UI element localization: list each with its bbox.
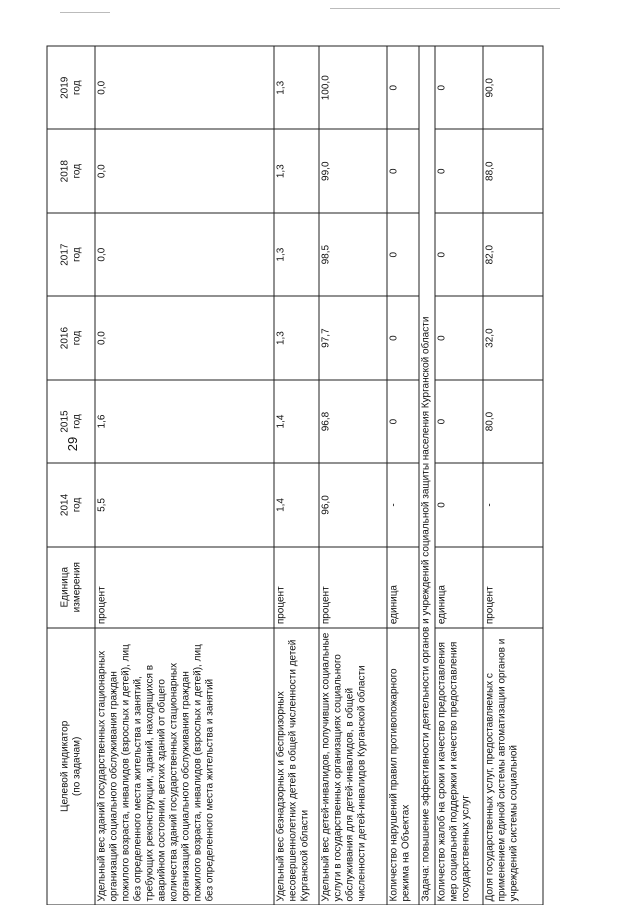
value-cell: -	[387, 463, 419, 546]
table-row	[435, 46, 483, 905]
header-year-2019: 2019 год	[47, 46, 95, 130]
table-row	[387, 46, 419, 905]
value-cell: 0	[435, 379, 483, 462]
value-cell: 90,0	[483, 46, 543, 130]
value-cell: 0,0	[95, 296, 274, 379]
value-cell: 5,5	[95, 463, 274, 546]
value-cell: 0	[435, 212, 483, 295]
value-cell: 0	[387, 46, 419, 130]
unit-cell: процент	[274, 546, 319, 627]
value-cell: 0	[435, 296, 483, 379]
table-row	[95, 46, 274, 905]
value-cell: 98,5	[319, 212, 387, 295]
header-year-2016: 2016 год	[47, 296, 95, 379]
value-cell: 0,0	[95, 46, 274, 130]
unit-cell: процент	[95, 546, 274, 627]
value-cell: 88,0	[483, 129, 543, 212]
table-row	[319, 46, 387, 905]
table-row	[483, 46, 543, 905]
value-cell: 0	[387, 296, 419, 379]
task-heading: Задача: повышение эффективности деятельности органов и учреждений социальной защиты населения Курганской области	[419, 46, 435, 905]
value-cell: 0,0	[95, 129, 274, 212]
header-unit: Единица измерения	[47, 546, 95, 627]
indicator-cell: Удельный вес зданий государственных стационарных организаций социального обслуживания граждан пожилого возраста, инвалидов (взрослых и детей), лиц без определенного места жительства и занятий, требующих реконструкции, зданий, находящихся в аварийном состоянии, ветхих зданий от общего количества зданий государственных стационарных организаций социального обслуживания граждан пожилого возраста, инвалидов (взрослых и детей), лиц без определенного места жительства и занятий	[95, 627, 274, 904]
value-cell: 96,0	[319, 463, 387, 546]
header-year-2014: 2014 год	[47, 463, 95, 546]
indicator-cell: Количество нарушений правил противопожарного режима на Объектах	[387, 627, 419, 904]
unit-cell: единица	[387, 546, 419, 627]
value-cell: 82,0	[483, 212, 543, 295]
page-number: 29	[65, 436, 80, 452]
unit-cell: процент	[319, 546, 387, 627]
value-cell: 1,4	[274, 463, 319, 546]
value-cell: 1,3	[274, 212, 319, 295]
task-row	[419, 46, 435, 905]
indicator-cell: Удельный вес безнадзорных и беспризорных несовершеннолетних детей в общей численности детей Курганской области	[274, 627, 319, 904]
value-cell: 1,3	[274, 129, 319, 212]
header-year-2017: 2017 год	[47, 212, 95, 295]
value-cell: 0	[435, 463, 483, 546]
value-cell: 1,4	[274, 379, 319, 462]
value-cell: 97,7	[319, 296, 387, 379]
value-cell: 0	[435, 129, 483, 212]
unit-cell: единица	[435, 546, 483, 627]
value-cell: 0	[387, 212, 419, 295]
indicator-cell: Количество жалоб на сроки и качество предоставления мер социальной поддержки и качество предоставления государственных услуг	[435, 627, 483, 904]
value-cell: 0	[387, 129, 419, 212]
indicator-cell: Доля государственных услуг, предоставляемых с применением единой системы автоматизации органов и учреждений системы социальной	[483, 627, 543, 904]
value-cell: 32,0	[483, 296, 543, 379]
header-row	[47, 46, 95, 905]
value-cell: 100,0	[319, 46, 387, 130]
scan-artifact-top-left	[60, 12, 110, 13]
value-cell: 0	[387, 379, 419, 462]
unit-cell: процент	[483, 546, 543, 627]
indicator-table-wrapper	[47, 45, 594, 905]
value-cell: 1,3	[274, 46, 319, 130]
header-indicator: Целевой индикатор (по задачам)	[47, 627, 95, 904]
value-cell: 80,0	[483, 379, 543, 462]
value-cell: 0	[435, 46, 483, 130]
indicator-table	[47, 45, 544, 905]
value-cell: 1,6	[95, 379, 274, 462]
table-row	[274, 46, 319, 905]
value-cell: 1,3	[274, 296, 319, 379]
value-cell: 0,0	[95, 212, 274, 295]
header-year-2018: 2018 год	[47, 129, 95, 212]
value-cell: 99,0	[319, 129, 387, 212]
scan-artifact-top-right	[330, 8, 560, 9]
value-cell: 96,8	[319, 379, 387, 462]
value-cell: -	[483, 463, 543, 546]
header-year-2015: 2015 год	[47, 379, 95, 462]
indicator-cell: Удельный вес детей-инвалидов, получивших социальные услуги в государственных организациях социального обслуживания для детей-инвалидов, в общей численности детей-инвалидов Курганской области	[319, 627, 387, 904]
